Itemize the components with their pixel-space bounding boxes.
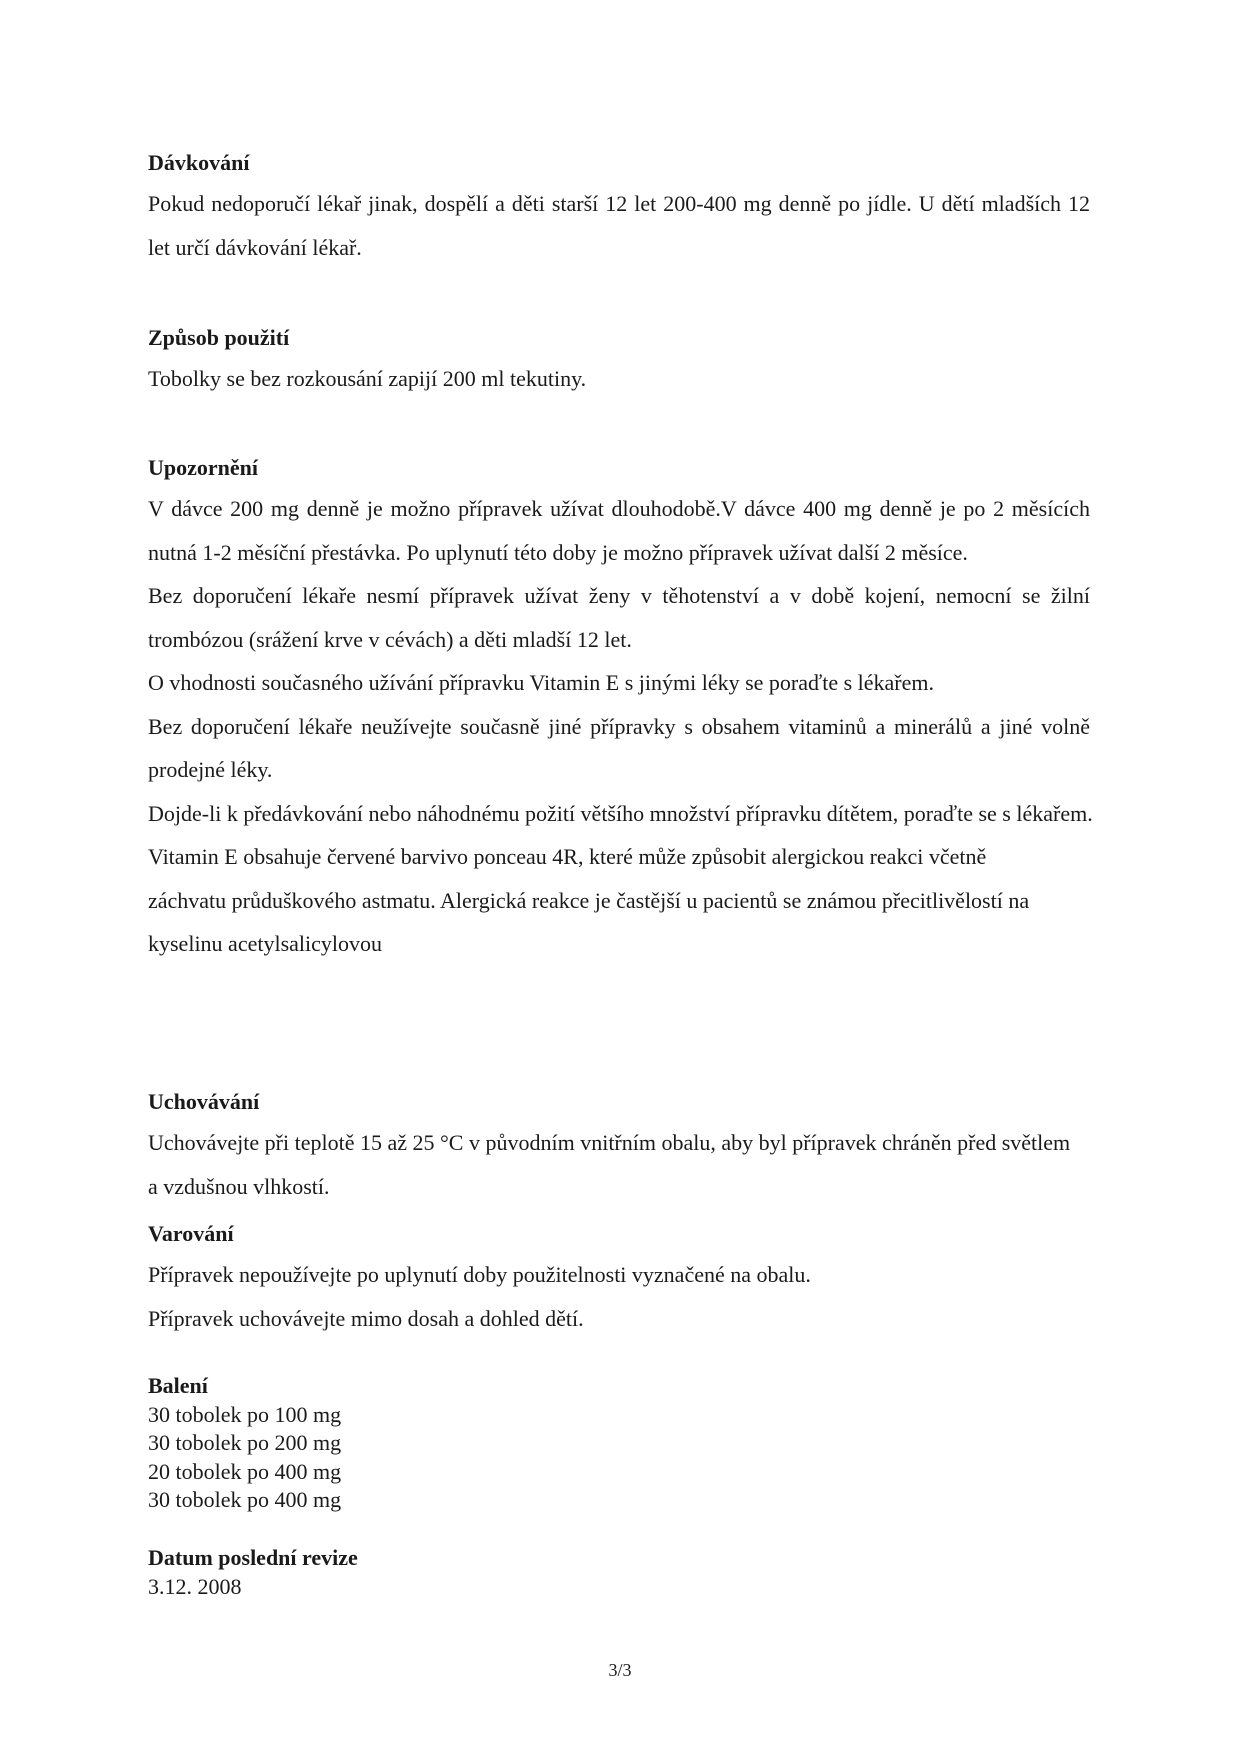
warning-paragraph: Dojde-li k předávkování nebo náhodnému požití většího množství přípravku dítětem, poraďte se s lékařem. [148,800,1093,826]
usage-section [148,323,1090,401]
storage-text: Uchovávejte při teplotě 15 až 25 °C v původním vnitřním obalu, aby byl přípravek chráněn před světlem a vzdušnou vlhkostí. [148,1130,1071,1199]
packaging-heading: Balení [148,1373,208,1398]
warning-notes-heading: Upozornění [148,455,258,480]
usage-heading: Způsob použití [148,325,290,350]
caution-body [148,1253,1090,1340]
caution-section [148,1219,1090,1340]
caution-paragraph: Přípravek nepoužívejte po uplynutí doby použitelnosti vyznačené na obalu. [148,1262,811,1287]
storage-section [148,1087,1090,1208]
revision-heading: Datum poslední revize [148,1545,358,1570]
warning-paragraph: Vitamin E obsahuje červené barvivo ponceau 4R, které může způsobit alergickou reakci včetně záchvatu průduškového astmatu. Alergická reakce je častější u pacientů se známou přecitlivělostí na kyselinu acetylsalicylovou [148,844,1030,956]
page-number: 3/3 [608,1660,632,1680]
warning-paragraph: O vhodnosti současného užívání přípravku Vitamin E s jinými léky se poraďte s lékařem. [148,670,935,695]
storage-heading: Uchovávání [148,1089,260,1114]
usage-text: Tobolky se bez rozkousání zapijí 200 ml tekutiny. [148,366,587,391]
dosage-text: Pokud nedoporučí lékař jinak, dospělí a děti starší 12 let 200-400 mg denně po jídle. U dětí mladších 12 let určí dávkování lékař. [148,191,1090,260]
packaging-item: 30 tobolek po 400 mg [148,1487,342,1512]
packaging-list [148,1401,1090,1515]
warning-notes-body [148,487,1093,966]
dosage-section [148,148,1090,269]
dosage-heading: Dávkování [148,150,250,175]
packaging-item: 30 tobolek po 200 mg [148,1430,342,1455]
caution-heading: Varování [148,1221,234,1246]
revision-date: 3.12. 2008 [148,1573,242,1599]
packaging-item: 30 tobolek po 100 mg [148,1401,342,1427]
revision-section [148,1544,1090,1601]
warning-notes-section [148,453,1093,966]
caution-paragraph: Přípravek uchovávejte mimo dosah a dohled dětí. [148,1305,584,1331]
packaging-section [148,1372,1090,1515]
warning-paragraph: Bez doporučení lékaře neužívejte současně jiné přípravky s obsahem vitaminů a minerálů a jiné volně prodejné léky. [148,713,1090,782]
packaging-item: 20 tobolek po 400 mg [148,1458,342,1484]
warning-paragraph: Bez doporučení lékaře nesmí přípravek užívat ženy v těhotenství a v době kojení, nemocní se žilní trombózou (srážení krve v cévách) a děti mladší 12 let. [148,583,1090,652]
warning-paragraph: V dávce 200 mg denně je možno přípravek užívat dlouhodobě.V dávce 400 mg denně je po 2 měsících nutná 1-2 měsíční přestávka. Po uplynutí této doby je možno přípravek užívat další 2 měsíce. [148,496,1090,565]
